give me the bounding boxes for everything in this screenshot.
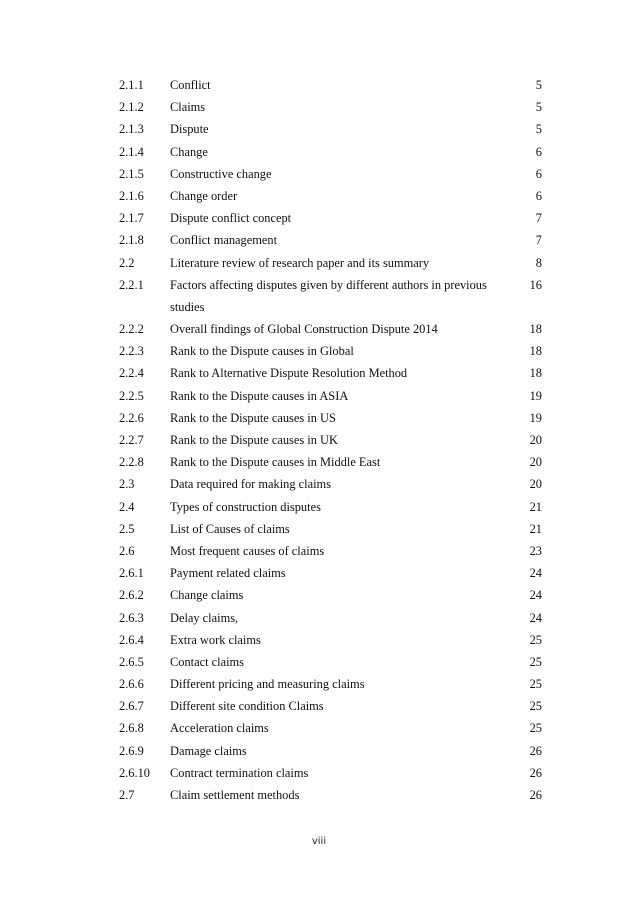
toc-section-title: Most frequent causes of claims [170, 543, 325, 558]
toc-section-number: 2.2.8 [119, 455, 144, 470]
toc-section-number: 2.6 [119, 543, 135, 558]
toc-entry [0, 74, 638, 96]
toc-entry [0, 207, 638, 229]
toc-section-title: Literature review of research paper and its summary [170, 255, 430, 270]
toc-page-number: 5 [535, 100, 542, 115]
toc-section-title: Constructive change [170, 166, 272, 181]
toc-section-number: 2.1.7 [119, 211, 144, 226]
toc-section-title: Payment related claims [170, 566, 286, 581]
toc-section-number: 2.5 [119, 521, 135, 536]
toc-section-title: Delay claims, [170, 610, 239, 625]
toc-page-number: 6 [535, 188, 542, 203]
toc-page-number: 16 [529, 277, 542, 292]
toc-entry [0, 185, 638, 207]
toc-section-title: Contact claims [170, 654, 244, 669]
toc-section-title: Different site condition Claims [170, 699, 324, 714]
toc-section-title: Rank to Alternative Dispute Resolution Method [170, 366, 408, 381]
toc-section-title: Data required for making claims [170, 477, 332, 492]
toc-entry [0, 540, 638, 562]
toc-entry [0, 385, 638, 407]
toc-entry [0, 784, 638, 806]
toc-page-number: 25 [529, 721, 542, 736]
toc-entry [0, 629, 638, 651]
toc-section-title: Conflict management [170, 233, 278, 248]
toc-page-number: 18 [529, 366, 542, 381]
toc-section-number: 2.2.6 [119, 410, 144, 425]
toc-section-title: Rank to the Dispute causes in Global [170, 344, 354, 359]
toc-page-number: 7 [535, 211, 542, 226]
toc-page-number: 19 [529, 410, 542, 425]
toc-entry [0, 407, 638, 429]
page-footer-number: viii [311, 836, 327, 847]
toc-entry [0, 762, 638, 784]
toc-section-number: 2.6.2 [119, 588, 144, 603]
toc-section-number: 2.2.4 [119, 366, 144, 381]
toc-section-title-line-2: studies [170, 299, 205, 314]
toc-section-number: 2.1.4 [119, 144, 144, 159]
toc-section-title: Acceleration claims [170, 721, 269, 736]
toc-section-title: Overall findings of Global Construction Dispute 2014 [170, 322, 438, 337]
toc-section-title: Dispute [170, 122, 209, 137]
toc-section-number: 2.7 [119, 788, 135, 803]
toc-page-number: 8 [535, 255, 542, 270]
toc-entry [0, 229, 638, 251]
toc-entry [0, 118, 638, 140]
toc-page-number: 25 [529, 699, 542, 714]
toc-entry [0, 740, 638, 762]
toc-section-number: 2.1.1 [119, 78, 144, 92]
toc-section-title: Change claims [170, 588, 244, 603]
toc-entry [0, 96, 638, 118]
toc-page-number: 24 [529, 566, 542, 581]
toc-section-title: Rank to the Dispute causes in UK [170, 433, 338, 448]
toc-section-title: Claim settlement methods [170, 788, 300, 803]
toc-section-title: Different pricing and measuring claims [170, 677, 365, 692]
toc-page-number: 18 [529, 322, 542, 337]
toc-section-number: 2.6.3 [119, 610, 144, 625]
toc-entry [0, 340, 638, 362]
toc-section-number: 2.2.1 [119, 277, 144, 292]
toc-entry [0, 651, 638, 673]
toc-entry [0, 141, 638, 163]
toc-page-number: 25 [529, 677, 542, 692]
toc-page-number: 20 [529, 477, 542, 492]
toc-section-title [170, 274, 505, 318]
toc-section-number: 2.2.7 [119, 433, 144, 448]
toc-section-title: Contract termination claims [170, 765, 309, 780]
toc-page-number: 25 [529, 632, 542, 647]
toc-section-number: 2.6.6 [119, 677, 144, 692]
toc-section-title: Extra work claims [170, 632, 261, 647]
toc-entry [0, 362, 638, 384]
toc-entry [0, 252, 638, 274]
toc-section-number: 2.6.5 [119, 654, 144, 669]
toc-page-number: 5 [535, 122, 542, 137]
toc-section-number: 2.3 [119, 477, 135, 492]
toc-section-number: 2.6.10 [119, 765, 150, 780]
toc-page-number: 7 [535, 233, 542, 248]
toc-section-number: 2.1.5 [119, 166, 144, 181]
toc-section-number: 2.1.2 [119, 100, 144, 115]
toc-entry [0, 584, 638, 606]
toc-entry [0, 496, 638, 518]
toc-page-number: 26 [529, 788, 542, 803]
toc-section-number: 2.2.3 [119, 344, 144, 359]
toc-entry [0, 274, 638, 318]
toc-section-number: 2.2.5 [119, 388, 144, 403]
toc-page-number: 24 [529, 610, 542, 625]
table-of-contents [0, 74, 638, 806]
toc-entry [0, 607, 638, 629]
toc-section-title: Types of construction disputes [170, 499, 321, 514]
toc-section-title: Dispute conflict concept [170, 211, 292, 226]
toc-entry [0, 429, 638, 451]
toc-page-number: 6 [535, 144, 542, 159]
toc-section-number: 2.6.1 [119, 566, 144, 581]
toc-section-title: Rank to the Dispute causes in US [170, 410, 336, 425]
toc-entry [0, 562, 638, 584]
toc-entry [0, 717, 638, 739]
toc-page-number: 24 [529, 588, 542, 603]
toc-section-number: 2.6.4 [119, 632, 144, 647]
toc-page-number: 20 [529, 433, 542, 448]
toc-section-number: 2.4 [119, 499, 135, 514]
toc-entry [0, 451, 638, 473]
toc-entry [0, 518, 638, 540]
toc-section-number: 2.2 [119, 255, 135, 270]
toc-section-title-line-1: Factors affecting disputes given by different authors in previous [170, 277, 487, 292]
toc-section-number: 2.2.2 [119, 322, 144, 337]
toc-page-number: 5 [535, 78, 542, 92]
toc-section-number: 2.1.6 [119, 188, 144, 203]
toc-entry [0, 695, 638, 717]
toc-entry [0, 163, 638, 185]
toc-section-title: List of Causes of claims [170, 521, 290, 536]
toc-section-title: Rank to the Dispute causes in ASIA [170, 388, 349, 403]
toc-page-number: 23 [529, 543, 542, 558]
toc-page-number: 21 [529, 499, 542, 514]
toc-page-number: 20 [529, 455, 542, 470]
toc-page-number: 18 [529, 344, 542, 359]
toc-page-number: 21 [529, 521, 542, 536]
toc-section-title: Damage claims [170, 743, 247, 758]
toc-section-number: 2.6.9 [119, 743, 144, 758]
toc-page-number: 19 [529, 388, 542, 403]
toc-section-title: Claims [170, 100, 206, 115]
toc-section-number: 2.6.7 [119, 699, 144, 714]
toc-entry [0, 473, 638, 495]
toc-section-title: Change [170, 144, 208, 159]
toc-entry [0, 318, 638, 340]
toc-page-number: 26 [529, 743, 542, 758]
toc-section-title: Conflict [170, 78, 211, 92]
toc-page-number: 26 [529, 765, 542, 780]
toc-section-number: 2.6.8 [119, 721, 144, 736]
toc-section-number: 2.1.3 [119, 122, 144, 137]
toc-page-number: 6 [535, 166, 542, 181]
toc-section-title: Change order [170, 188, 238, 203]
toc-entry [0, 673, 638, 695]
toc-section-title: Rank to the Dispute causes in Middle East [170, 455, 381, 470]
toc-page-number: 25 [529, 654, 542, 669]
toc-section-number: 2.1.8 [119, 233, 144, 248]
